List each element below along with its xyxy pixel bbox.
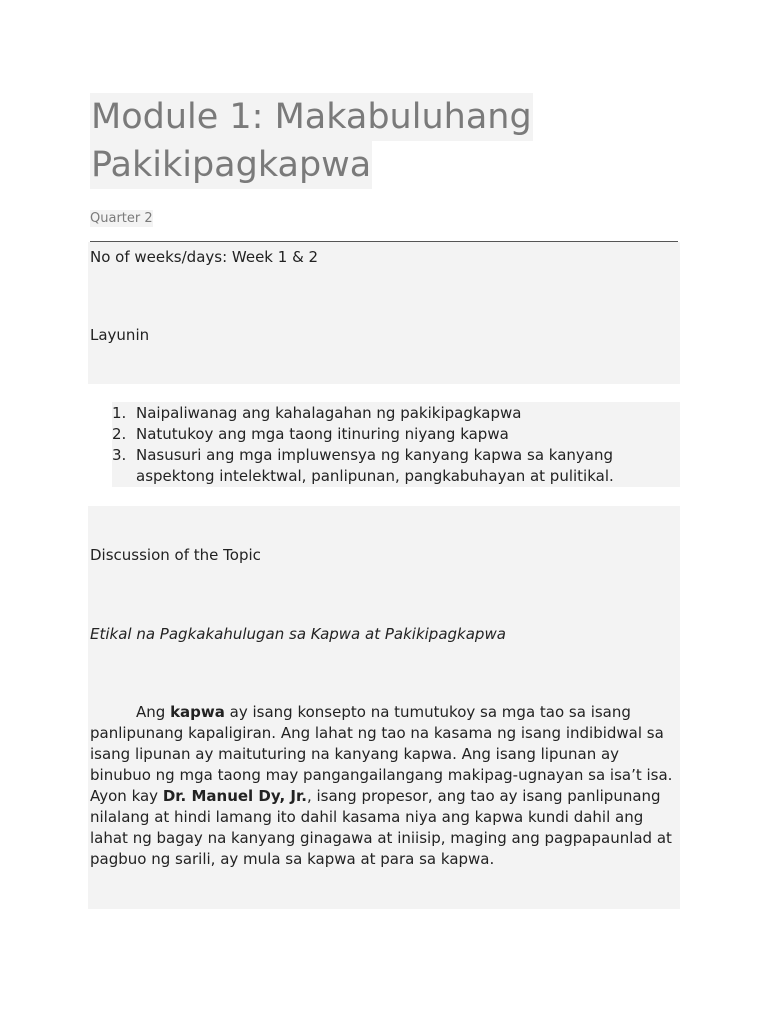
list-item-number: 2. xyxy=(112,425,127,443)
list-item-text: Naipaliwanag ang kahalagahan ng pakikipagkapwa xyxy=(136,404,522,422)
list-item-text: Nasusuri ang mga impluwensya ng kanyang kapwa sa kanyang aspektong intelektwal, panlipunan, pangkabuhayan at pulitikal. xyxy=(136,446,614,485)
discussion-heading: Discussion of the Topic xyxy=(90,546,261,564)
author-name: Dr. Manuel Dy, Jr. xyxy=(162,787,307,805)
list-item xyxy=(112,445,672,487)
weeks-label: No of weeks/days: Week 1 & 2 xyxy=(90,248,319,266)
paragraph-text-2: ay isang konsepto na tumutukoy sa mga tao sa isang panlipunang kapaligiran. Ang lahat ng tao na kasama ng isang indibidwal sa isang lipunan ay maituturing na kanyang kapwa. Ang isang lipunan ay binubuo ng mga taong may pangangailangang makipag-ugnayan sa isa’t isa. Ayon kay xyxy=(90,703,673,805)
list-item-number: 3. xyxy=(112,446,127,464)
list-item-number: 1. xyxy=(112,404,127,422)
paragraph-text-1: Ang xyxy=(136,703,171,721)
list-item xyxy=(112,424,672,445)
term-kapwa: kapwa xyxy=(170,703,225,721)
layunin-heading: Layunin xyxy=(90,326,150,344)
quarter-label: Quarter 2 xyxy=(90,211,153,226)
page-title-line-2: Pakikipagkapwa xyxy=(90,141,372,189)
page-title-line-1: Module 1: Makabuluhang xyxy=(90,93,533,141)
page-title xyxy=(90,93,533,189)
objectives-list xyxy=(112,403,672,487)
list-item-text: Natutukoy ang mga taong itinuring niyang kapwa xyxy=(136,425,509,443)
list-item xyxy=(112,403,672,424)
discussion-paragraph xyxy=(90,702,675,870)
discussion-subheading: Etikal na Pagkakahulugan sa Kapwa at Pakikipagkapwa xyxy=(90,625,506,643)
paragraph-text-3: , isang propesor, ang tao ay isang panlipunang nilalang at hindi lamang ito dahil kasama niya ang kapwa kundi dahil ang lahat ng bagay na kanyang ginagawa at iniisip, maging ang pagpapaunlad at pagbuo ng sarili, ay mula sa kapwa at para sa kapwa. xyxy=(90,787,672,868)
